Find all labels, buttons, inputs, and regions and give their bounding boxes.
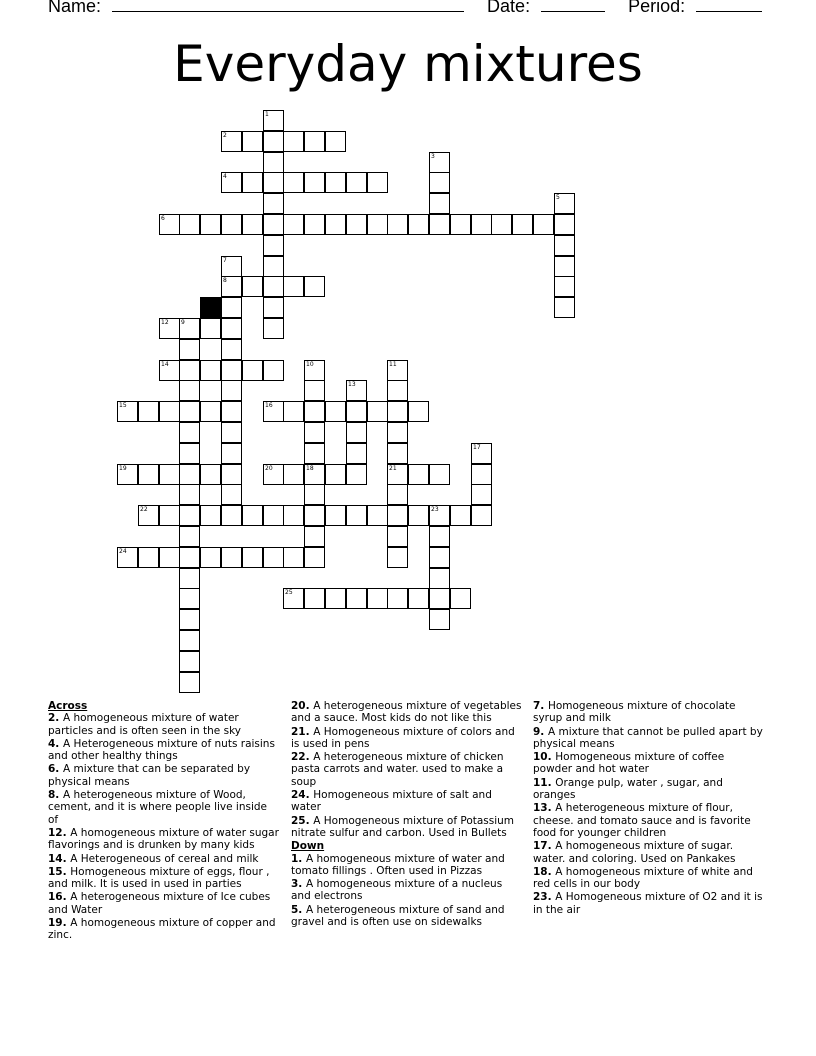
crossword-cell[interactable] xyxy=(346,505,367,526)
cell-number: 1 xyxy=(265,111,269,118)
crossword-cell[interactable] xyxy=(387,505,408,526)
crossword-cell[interactable] xyxy=(283,505,304,526)
across-clue: 14. A Heterogeneous of cereal and milk xyxy=(48,852,259,865)
period-label: Period: xyxy=(628,0,686,16)
crossword-cell[interactable] xyxy=(221,443,242,464)
crossword-cell[interactable] xyxy=(387,214,408,235)
down-clue: 18. A homogeneous mixture of white and red cells in our body xyxy=(533,865,753,891)
crossword-cell[interactable] xyxy=(263,214,284,235)
cell-number: 2 xyxy=(223,132,227,139)
cell-number: 11 xyxy=(389,361,397,368)
cell-number: 9 xyxy=(181,319,185,326)
crossword-cell[interactable] xyxy=(221,547,242,568)
crossword-cell[interactable] xyxy=(179,651,200,672)
down-clue: 1. A homogeneous mixture of water and tomato fillings . Often used in Pizzas xyxy=(291,852,505,877)
crossword-cell[interactable] xyxy=(138,547,159,568)
crossword-cell[interactable] xyxy=(387,360,408,381)
cell-number: 5 xyxy=(556,194,560,201)
name-label: Name: xyxy=(48,0,102,16)
crossword-cell[interactable] xyxy=(408,588,429,609)
crossword-cell[interactable] xyxy=(179,526,200,547)
crossword-cell[interactable] xyxy=(429,568,450,589)
crossword-cell[interactable] xyxy=(367,505,388,526)
crossword-cell[interactable] xyxy=(554,297,575,318)
crossword-cell[interactable] xyxy=(221,484,242,505)
cell-number: 22 xyxy=(140,506,148,513)
crossword-cell[interactable] xyxy=(346,380,367,401)
crossword-cell[interactable] xyxy=(159,464,180,485)
crossword-cell[interactable] xyxy=(491,214,512,235)
cell-number: 13 xyxy=(348,381,356,388)
down-clue: 23. A Homogeneous mixture of O2 and it is in the air xyxy=(533,891,763,916)
crossword-cell[interactable] xyxy=(387,401,408,422)
crossword-cell[interactable] xyxy=(263,401,284,422)
crossword-cell[interactable] xyxy=(179,339,200,360)
crossword-cell[interactable] xyxy=(242,276,263,297)
crossword-cell[interactable] xyxy=(325,588,346,609)
crossword-cell[interactable] xyxy=(263,547,284,568)
black-cell xyxy=(200,297,221,318)
crossword-cell[interactable] xyxy=(554,235,575,256)
crossword-cell[interactable] xyxy=(346,214,367,235)
crossword-cell[interactable] xyxy=(283,214,304,235)
crossword-cell[interactable] xyxy=(179,547,200,568)
crossword-cell[interactable] xyxy=(325,401,346,422)
crossword-cell[interactable] xyxy=(179,422,200,443)
crossword-cell[interactable] xyxy=(221,380,242,401)
crossword-cell[interactable] xyxy=(221,172,242,193)
crossword-cell[interactable] xyxy=(471,443,492,464)
down-clue: 10. Homogeneous mixture of coffee powder and hot water xyxy=(533,751,725,776)
cell-number: 3 xyxy=(431,153,435,160)
down-clue: 3. A homogeneous mixture of a nucleus and electrons xyxy=(291,878,503,903)
crossword-cell[interactable] xyxy=(159,401,180,422)
crossword-cell[interactable] xyxy=(159,360,180,381)
crossword-cell[interactable] xyxy=(179,318,200,339)
crossword-cell[interactable] xyxy=(304,547,325,568)
crossword-cell[interactable] xyxy=(200,360,221,381)
across-clue: 22. A heterogeneous mixture of chicken pasta carrots and water. used to make a soup xyxy=(291,751,504,788)
crossword-cell[interactable] xyxy=(387,443,408,464)
crossword-cell[interactable] xyxy=(387,380,408,401)
across-clue: 2. A homogeneous mixture of water particles and is often seen in the sky xyxy=(48,712,241,737)
crossword-cell[interactable] xyxy=(429,464,450,485)
crossword-cell[interactable] xyxy=(325,172,346,193)
crossword-cell[interactable] xyxy=(408,214,429,235)
crossword-cell[interactable] xyxy=(429,214,450,235)
crossword-cell[interactable] xyxy=(450,214,471,235)
crossword-cell[interactable] xyxy=(263,152,284,173)
crossword-cell[interactable] xyxy=(221,131,242,152)
crossword-cell[interactable] xyxy=(429,609,450,630)
crossword-cell[interactable] xyxy=(408,401,429,422)
crossword-cell[interactable] xyxy=(387,547,408,568)
across-clue: 12. A homogeneous mixture of water sugar flavorings and is drunken by many kids xyxy=(48,826,279,852)
crossword-cell[interactable] xyxy=(387,422,408,443)
crossword-cell[interactable] xyxy=(325,214,346,235)
crossword-cell[interactable] xyxy=(283,276,304,297)
student-info-header xyxy=(48,0,762,17)
crossword-cell[interactable] xyxy=(221,505,242,526)
crossword-cell[interactable] xyxy=(242,214,263,235)
crossword-cell[interactable] xyxy=(283,401,304,422)
crossword-cell[interactable] xyxy=(283,464,304,485)
crossword-cell[interactable] xyxy=(221,360,242,381)
crossword-cell[interactable] xyxy=(450,505,471,526)
down-clue: 11. Orange pulp, water , sugar, and oranges xyxy=(533,776,723,802)
crossword-cell[interactable] xyxy=(429,588,450,609)
across-clue: 8. A heterogeneous mixture of Wood, cement, and it is where people live inside of xyxy=(48,789,268,826)
crossword-cell[interactable] xyxy=(263,110,284,131)
cell-number: 24 xyxy=(119,548,127,555)
crossword-cell[interactable] xyxy=(367,214,388,235)
crossword-cell[interactable] xyxy=(179,484,200,505)
crossword-cell[interactable] xyxy=(283,547,304,568)
crossword-cell[interactable] xyxy=(200,214,221,235)
cell-number: 7 xyxy=(223,257,227,264)
crossword-cell[interactable] xyxy=(387,484,408,505)
crossword-cell[interactable] xyxy=(346,464,367,485)
crossword-cell[interactable] xyxy=(429,152,450,173)
crossword-cell[interactable] xyxy=(117,401,138,422)
crossword-cell[interactable] xyxy=(159,214,180,235)
period-field[interactable] xyxy=(696,0,762,12)
crossword-cell[interactable] xyxy=(325,505,346,526)
crossword-cell[interactable] xyxy=(179,609,200,630)
crossword-cell[interactable] xyxy=(533,214,554,235)
cell-number: 6 xyxy=(161,215,165,222)
name-field[interactable] xyxy=(112,0,464,12)
crossword-cell[interactable] xyxy=(429,172,450,193)
crossword-cell[interactable] xyxy=(304,360,325,381)
crossword-cell[interactable] xyxy=(283,131,304,152)
crossword-cell[interactable] xyxy=(179,630,200,651)
crossword-cell[interactable] xyxy=(471,464,492,485)
date-label: Date: xyxy=(487,0,531,16)
crossword-cell[interactable] xyxy=(367,588,388,609)
crossword-cell[interactable] xyxy=(179,214,200,235)
crossword-cell[interactable] xyxy=(221,464,242,485)
across-clue: 19. A homogeneous mixture of copper and zinc. xyxy=(48,917,276,942)
cell-number: 23 xyxy=(431,506,439,513)
crossword-cell[interactable] xyxy=(179,568,200,589)
cell-number: 20 xyxy=(265,465,273,472)
crossword-cell[interactable] xyxy=(283,172,304,193)
cell-number: 19 xyxy=(119,465,127,472)
crossword-cell[interactable] xyxy=(242,547,263,568)
crossword-cell[interactable] xyxy=(138,505,159,526)
cell-number: 15 xyxy=(119,402,127,409)
crossword-cell[interactable] xyxy=(263,276,284,297)
crossword-cell[interactable] xyxy=(159,318,180,339)
crossword-cell[interactable] xyxy=(179,588,200,609)
down-clue: 17. A homogeneous mixture of sugar. water. and coloring. Used on Pankakes xyxy=(533,840,736,865)
crossword-cell[interactable] xyxy=(179,401,200,422)
crossword-cell[interactable] xyxy=(512,214,533,235)
crossword-cell[interactable] xyxy=(138,401,159,422)
crossword-cell[interactable] xyxy=(304,422,325,443)
across-clue: 25. A Homogeneous mixture of Potassium nitrate sulfur and carbon. Used in Bullets xyxy=(291,814,515,839)
crossword-cell[interactable] xyxy=(387,526,408,547)
crossword-cell[interactable] xyxy=(263,193,284,214)
crossword-cell[interactable] xyxy=(429,547,450,568)
crossword-cell[interactable] xyxy=(429,505,450,526)
crossword-cell[interactable] xyxy=(429,526,450,547)
clue-column-3 xyxy=(533,700,765,917)
crossword-cell[interactable] xyxy=(304,401,325,422)
cell-number: 16 xyxy=(265,402,273,409)
crossword-cell[interactable] xyxy=(408,505,429,526)
down-heading: Down xyxy=(291,840,325,853)
crossword-cell[interactable] xyxy=(179,360,200,381)
crossword-cell[interactable] xyxy=(221,422,242,443)
crossword-cell[interactable] xyxy=(304,484,325,505)
crossword-cell[interactable] xyxy=(200,464,221,485)
crossword-cell[interactable] xyxy=(346,172,367,193)
crossword-cell[interactable] xyxy=(367,401,388,422)
across-clue: 6. A mixture that can be separated by physical means xyxy=(48,763,251,788)
crossword-cell[interactable] xyxy=(242,172,263,193)
down-clue: 5. A heterogeneous mixture of sand and gravel and is often use on sidewalks xyxy=(291,903,505,929)
crossword-cell[interactable] xyxy=(554,193,575,214)
date-field[interactable] xyxy=(541,0,605,12)
crossword-cell[interactable] xyxy=(304,214,325,235)
crossword-cell[interactable] xyxy=(304,526,325,547)
crossword-cell[interactable] xyxy=(221,297,242,318)
across-clue: 15. Homogeneous mixture of eggs, flour , and milk. It is used in used in parties xyxy=(48,865,270,891)
crossword-cell[interactable] xyxy=(325,131,346,152)
crossword-cell[interactable] xyxy=(242,131,263,152)
crossword-cell[interactable] xyxy=(263,464,284,485)
cell-number: 21 xyxy=(389,465,397,472)
down-clue: 13. A heterogeneous mixture of flour, cheese. and tomato sauce and is favorite food for younger children xyxy=(533,802,751,839)
crossword-cell[interactable] xyxy=(263,505,284,526)
cell-number: 18 xyxy=(306,465,314,472)
crossword-cell[interactable] xyxy=(304,588,325,609)
crossword-cell[interactable] xyxy=(263,172,284,193)
cell-number: 14 xyxy=(161,361,169,368)
cell-number: 8 xyxy=(223,277,227,284)
crossword-cell[interactable] xyxy=(429,193,450,214)
crossword-cell[interactable] xyxy=(263,235,284,256)
crossword-cell[interactable] xyxy=(179,505,200,526)
crossword-cell[interactable] xyxy=(200,401,221,422)
crossword-cell[interactable] xyxy=(304,276,325,297)
down-clue: 9. A mixture that cannot be pulled apart by physical means xyxy=(533,725,763,750)
crossword-cell[interactable] xyxy=(408,464,429,485)
crossword-cell[interactable] xyxy=(304,505,325,526)
crossword-cell[interactable] xyxy=(346,422,367,443)
crossword-cell[interactable] xyxy=(242,360,263,381)
crossword-cell[interactable] xyxy=(471,505,492,526)
crossword-cell[interactable] xyxy=(221,214,242,235)
crossword-cell[interactable] xyxy=(159,505,180,526)
crossword-cell[interactable] xyxy=(221,276,242,297)
crossword-cell[interactable] xyxy=(304,464,325,485)
crossword-cell[interactable] xyxy=(221,339,242,360)
crossword-cell[interactable] xyxy=(221,256,242,277)
across-clue: 24. Homogeneous mixture of salt and water xyxy=(291,789,492,814)
crossword-cell[interactable] xyxy=(179,464,200,485)
crossword-cell[interactable] xyxy=(283,588,304,609)
crossword-cell[interactable] xyxy=(200,505,221,526)
crossword-cell[interactable] xyxy=(117,547,138,568)
crossword-cell[interactable] xyxy=(242,505,263,526)
crossword-cell[interactable] xyxy=(304,443,325,464)
crossword-cell[interactable] xyxy=(263,256,284,277)
crossword-cell[interactable] xyxy=(159,547,180,568)
crossword-cell[interactable] xyxy=(304,172,325,193)
across-clue: 20. A heterogeneous mixture of vegetables and a sauce. Most kids do not like this xyxy=(291,700,522,725)
crossword-cell[interactable] xyxy=(471,214,492,235)
crossword-cell[interactable] xyxy=(179,380,200,401)
crossword-cell[interactable] xyxy=(367,172,388,193)
crossword-cell[interactable] xyxy=(221,318,242,339)
crossword-cell[interactable] xyxy=(554,276,575,297)
cell-number: 12 xyxy=(161,319,169,326)
crossword-cell[interactable] xyxy=(346,588,367,609)
crossword-cell[interactable] xyxy=(200,318,221,339)
crossword-cell[interactable] xyxy=(304,131,325,152)
down-clue: 7. Homogeneous mixture of chocolate syrup and milk xyxy=(533,700,736,725)
crossword-cell[interactable] xyxy=(346,401,367,422)
crossword-cell[interactable] xyxy=(263,297,284,318)
crossword-cell[interactable] xyxy=(263,318,284,339)
page-title: Everyday mixtures xyxy=(173,35,643,93)
crossword-cell[interactable] xyxy=(179,672,200,693)
crossword-cell[interactable] xyxy=(450,588,471,609)
crossword-cell[interactable] xyxy=(325,464,346,485)
across-heading: Across xyxy=(48,700,88,712)
crossword-cell[interactable] xyxy=(263,131,284,152)
crossword-cell[interactable] xyxy=(117,464,138,485)
crossword-cell[interactable] xyxy=(221,401,242,422)
crossword-cell[interactable] xyxy=(200,547,221,568)
across-clue: 4. A Heterogeneous mixture of nuts raisins and other healthy things xyxy=(48,737,275,763)
cell-number: 25 xyxy=(285,589,293,596)
crossword-cell[interactable] xyxy=(263,360,284,381)
across-clue: 16. A heterogeneous mixture of Ice cubes and Water xyxy=(48,891,271,916)
across-clue: 21. A Homogeneous mixture of colors and is used in pens xyxy=(291,725,515,750)
clue-column-1 xyxy=(48,700,280,943)
crossword-cell[interactable] xyxy=(346,443,367,464)
crossword-cell[interactable] xyxy=(304,380,325,401)
crossword-cell[interactable] xyxy=(387,588,408,609)
crossword-cell[interactable] xyxy=(138,464,159,485)
crossword-cell[interactable] xyxy=(179,443,200,464)
clue-column-2 xyxy=(291,700,523,929)
crossword-cell[interactable] xyxy=(387,464,408,485)
crossword-cell[interactable] xyxy=(554,256,575,277)
crossword-cell[interactable] xyxy=(554,214,575,235)
cell-number: 4 xyxy=(223,173,227,180)
crossword-cell[interactable] xyxy=(471,484,492,505)
cell-number: 10 xyxy=(306,361,314,368)
cell-number: 17 xyxy=(473,444,481,451)
